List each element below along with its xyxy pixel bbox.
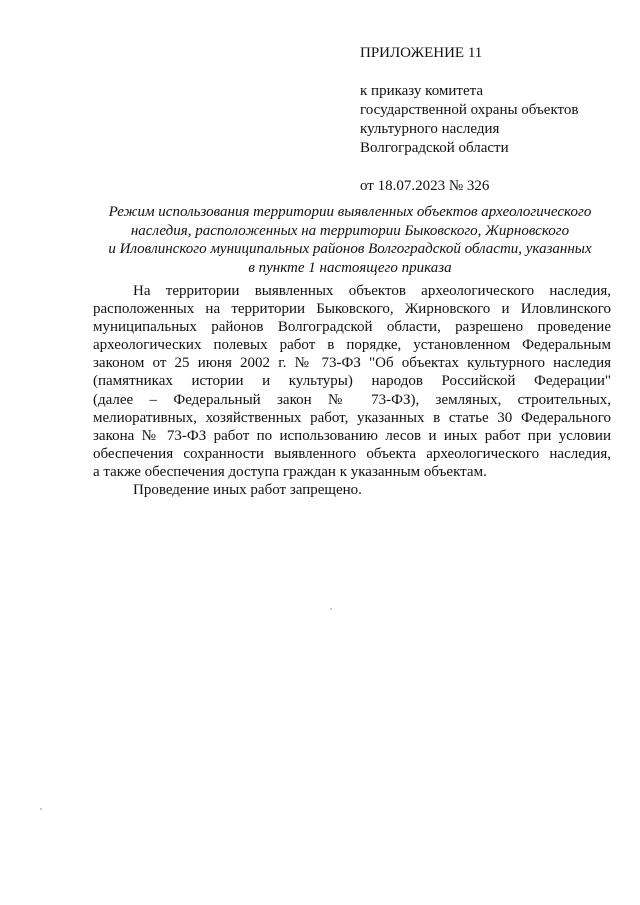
paragraph-line: расположенных на территории Быковского, Жирновского и Иловлинского — [93, 301, 611, 318]
paragraph-line: муниципальных районов Волгоградской области, разрешено проведение — [93, 319, 611, 336]
appendix-title: ПРИЛОЖЕНИЕ 11 — [360, 45, 483, 61]
heading-line: Режим использования территории выявленных объектов археологического — [108, 204, 592, 220]
heading-line: наследия, расположенных на территории Быковского, Жирновского — [130, 222, 570, 239]
scan-speck — [40, 808, 42, 810]
paragraph-line: а также обеспечения доступа граждан к указанным объектам. — [93, 463, 487, 480]
scan-speck — [330, 608, 332, 610]
appendix-date: от 18.07.2023 № 326 — [360, 178, 490, 194]
appendix-line: Волгоградской области — [360, 140, 509, 156]
paragraph-line: (далее – Федеральный закон № 73-ФЗ), земляных, строительных, — [93, 391, 611, 408]
paragraph-line: (памятниках истории и культуры) народов Российской Федерации" — [93, 373, 611, 390]
paragraph-line: мелиоративных, хозяйственных работ, указанных в статье 30 Федерального — [93, 409, 611, 426]
appendix-line: культурного наследия — [360, 121, 500, 137]
body-paragraph — [93, 282, 611, 481]
appendix-line: к приказу комитета — [360, 83, 484, 99]
paragraph-line: закона № 73-ФЗ работ по использованию лесов и иных работ при условии — [93, 427, 611, 444]
paragraph-line: законом от 25 июня 2002 г. № 73-ФЗ "Об объектах культурного наследия — [93, 355, 611, 372]
appendix-line: государственной охраны объектов — [360, 102, 579, 118]
heading-line: и Иловлинского муниципальных районов Волгоградской области, указанных — [108, 241, 592, 257]
appendix-block — [360, 44, 620, 196]
paragraph-line: археологических полевых работ в порядке, установленном Федеральным — [93, 337, 611, 354]
document-heading — [90, 203, 610, 277]
body-paragraph-final: Проведение иных работ запрещено. — [133, 482, 362, 499]
document-body — [93, 282, 611, 499]
paragraph-line: обеспечения сохранности выявленного объекта археологического наследия, — [93, 445, 611, 462]
heading-line: в пункте 1 настоящего приказа — [248, 259, 452, 276]
paragraph-line: На территории выявленных объектов археологического наследия, — [133, 283, 611, 299]
